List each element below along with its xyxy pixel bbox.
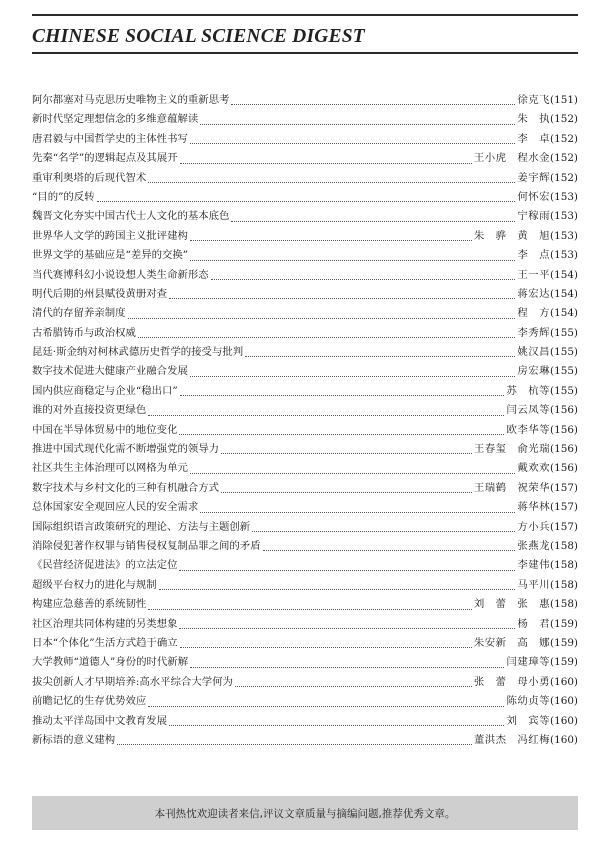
entry-page: (152) bbox=[550, 113, 578, 126]
entry-title: 构建应急慈善的系统韧性 bbox=[32, 598, 147, 611]
entry-title: 世界华人文学的跨国主义批评建构 bbox=[32, 229, 188, 242]
entry-page: (159) bbox=[550, 636, 578, 649]
entry-title: 国际组织语言政策研究的理论、方法与主题创新 bbox=[32, 520, 251, 533]
entry-page: (156) bbox=[550, 462, 578, 475]
toc-entry[interactable] bbox=[32, 110, 578, 129]
dot-leader bbox=[180, 163, 472, 164]
dot-leader bbox=[180, 647, 472, 648]
entry-title: 阿尔都塞对马克思历史唯物主义的重新思考 bbox=[32, 94, 230, 106]
entry-authors: 苏 杭等 bbox=[506, 384, 551, 397]
entry-title: 先秦“名学”的逻辑起点及其展开 bbox=[32, 152, 178, 165]
dot-leader bbox=[128, 318, 516, 319]
entry-page: (151) bbox=[550, 94, 578, 106]
entry-page: (154) bbox=[550, 307, 578, 320]
entry-page: (156) bbox=[550, 443, 578, 456]
entry-title: “目的”的反转 bbox=[32, 190, 95, 203]
entry-page: (154) bbox=[550, 268, 578, 281]
entry-title: 明代后期的州县赋役黄册对查 bbox=[32, 287, 168, 300]
dot-leader bbox=[245, 356, 515, 357]
entry-title: 国内供应商稳定与企业“稳出口” bbox=[32, 384, 178, 397]
dot-leader bbox=[190, 667, 504, 668]
dot-leader bbox=[221, 492, 472, 493]
entry-page: (157) bbox=[550, 481, 578, 494]
entry-page: (155) bbox=[550, 326, 578, 339]
entry-authors: 王小虎 程水金 bbox=[473, 152, 551, 165]
toc-entry[interactable] bbox=[32, 401, 578, 420]
entry-page: (160) bbox=[550, 714, 578, 727]
dot-leader bbox=[190, 260, 515, 261]
dot-leader bbox=[231, 104, 515, 105]
dot-leader bbox=[211, 279, 516, 280]
toc-entry[interactable] bbox=[32, 634, 578, 653]
entry-authors: 宁稼雨 bbox=[517, 210, 551, 223]
entry-title: 超级平台权力的进化与规制 bbox=[32, 578, 157, 591]
dot-leader bbox=[159, 589, 516, 590]
entry-page: (156) bbox=[550, 423, 578, 436]
dot-leader bbox=[231, 221, 515, 222]
entry-title: 重审利奥塔的后现代智术 bbox=[32, 171, 147, 184]
toc-entry[interactable] bbox=[32, 595, 578, 614]
entry-page: (158) bbox=[550, 598, 578, 611]
entry-page: (158) bbox=[550, 559, 578, 572]
entry-authors: 王春玺 俞光瑞 bbox=[473, 443, 551, 456]
entry-title: 昆廷·斯金纳对柯林武德历史哲学的接受与批判 bbox=[32, 346, 244, 359]
entry-title: 消除侵犯著作权罪与销售侵权复制品罪之间的矛盾 bbox=[32, 539, 261, 552]
dot-leader bbox=[190, 240, 472, 241]
dot-leader bbox=[148, 609, 472, 610]
entry-page: (160) bbox=[550, 675, 578, 688]
dot-leader bbox=[200, 512, 515, 513]
entry-title: 社区共生主体治理可以网格为单元 bbox=[32, 462, 188, 475]
entry-page: (160) bbox=[550, 733, 578, 746]
entry-title: 总体国家安全观回应人民的安全需求 bbox=[32, 501, 199, 514]
entry-authors: 董洪杰 冯红梅 bbox=[473, 733, 551, 746]
entry-authors: 程 方 bbox=[517, 307, 551, 320]
entry-title: 谁的对外直接投资更绿色 bbox=[32, 404, 147, 417]
entry-authors: 张燕龙 bbox=[517, 539, 551, 552]
dot-leader bbox=[190, 143, 516, 144]
toc-entry[interactable] bbox=[32, 227, 578, 246]
masthead bbox=[32, 14, 578, 54]
toc-entry[interactable] bbox=[32, 556, 578, 575]
entry-page: (157) bbox=[550, 520, 578, 533]
entry-title: 新时代坚定理想信念的多维意蕴解读 bbox=[32, 113, 199, 126]
entry-authors: 闫云凤等 bbox=[506, 404, 551, 417]
entry-title: 数字技术促进大健康产业融合发展 bbox=[32, 365, 188, 378]
footer-notice: 本刊热忱欢迎读者来信,评议文章质量与摘编问题,推荐优秀文章。 bbox=[154, 807, 456, 820]
entry-page: (156) bbox=[550, 404, 578, 417]
entry-title: 古希腊铸币与政治权威 bbox=[32, 326, 136, 339]
entry-page: (155) bbox=[550, 384, 578, 397]
entry-page: (155) bbox=[550, 346, 578, 359]
toc-entry[interactable] bbox=[32, 324, 578, 343]
entry-title: 新标语的意义建构 bbox=[32, 733, 116, 746]
entry-title: 《民营经济促进法》的立法定位 bbox=[32, 559, 178, 572]
entry-title: 当代赛博科幻小说设想人类生命新形态 bbox=[32, 268, 209, 281]
dot-leader bbox=[179, 628, 515, 629]
toc-entry[interactable] bbox=[32, 498, 578, 517]
toc-entry[interactable] bbox=[32, 673, 578, 692]
entry-page: (153) bbox=[550, 190, 578, 203]
entry-title: 清代的存留养亲制度 bbox=[32, 307, 126, 320]
entry-authors: 朱安新 高 娜 bbox=[473, 636, 551, 649]
entry-title: 中国在半导体贸易中的地位变化 bbox=[32, 423, 178, 436]
entry-authors: 杨 君 bbox=[517, 617, 551, 630]
entry-authors: 欧李华等 bbox=[506, 423, 551, 436]
toc-entry[interactable] bbox=[32, 169, 578, 188]
entry-title: 唐君毅与中国哲学史的主体性书写 bbox=[32, 132, 188, 145]
entry-page: (152) bbox=[550, 152, 578, 165]
entry-authors: 李建伟 bbox=[517, 559, 551, 572]
dot-leader bbox=[117, 744, 472, 745]
dot-leader bbox=[252, 531, 515, 532]
entry-authors: 姚汉昌 bbox=[517, 346, 551, 359]
entry-title: 世界文学的基础应是“差异的交换” bbox=[32, 249, 189, 262]
dot-leader bbox=[148, 182, 515, 183]
entry-title: 推动太平洋岛国中文教育发展 bbox=[32, 714, 168, 727]
dot-leader bbox=[97, 201, 516, 202]
entry-page: (159) bbox=[550, 656, 578, 669]
toc-entry[interactable] bbox=[32, 576, 578, 595]
toc-entry[interactable] bbox=[32, 421, 578, 440]
toc-entry[interactable] bbox=[32, 207, 578, 226]
toc-entry[interactable] bbox=[32, 188, 578, 207]
entry-authors: 王瑞鹤 祝荣华 bbox=[473, 481, 551, 494]
toc-entry[interactable] bbox=[32, 362, 578, 381]
entry-page: (159) bbox=[550, 617, 578, 630]
toc-entry[interactable] bbox=[32, 266, 578, 285]
entry-authors: 张 蕾 母小勇 bbox=[473, 675, 551, 688]
toc-entry[interactable] bbox=[32, 518, 578, 537]
entry-title: 日本“个体化”生活方式趋于确立 bbox=[32, 636, 178, 649]
entry-authors: 房宏琳 bbox=[517, 365, 551, 378]
entry-authors: 李秀辉 bbox=[517, 326, 551, 339]
dot-leader bbox=[263, 550, 516, 551]
entry-page: (153) bbox=[550, 249, 578, 262]
dot-leader bbox=[179, 570, 515, 571]
entry-page: (157) bbox=[550, 501, 578, 514]
entry-title: 推进中国式现代化需不断增强党的领导力 bbox=[32, 443, 220, 456]
journal-title: CHINESE SOCIAL SCIENCE DIGEST bbox=[32, 26, 365, 47]
entry-authors: 王一平 bbox=[517, 268, 551, 281]
entry-page: (155) bbox=[550, 365, 578, 378]
toc-entry[interactable] bbox=[32, 479, 578, 498]
entry-authors: 李 点 bbox=[517, 249, 551, 262]
entry-authors: 戴欢欢 bbox=[517, 462, 551, 475]
toc-entry[interactable] bbox=[32, 285, 578, 304]
entry-page: (153) bbox=[550, 229, 578, 242]
toc-entry[interactable] bbox=[32, 615, 578, 634]
dot-leader bbox=[148, 706, 504, 707]
entry-title: 魏晋文化夯实中国古代士人文化的基本底色 bbox=[32, 210, 230, 223]
entry-authors: 姜宇辉 bbox=[517, 171, 551, 184]
entry-title: 拔尖创新人才早期培养:高水平综合大学何为 bbox=[32, 675, 233, 688]
entry-authors: 刘 蕾 张 惠 bbox=[473, 598, 551, 611]
toc-entry[interactable] bbox=[32, 731, 578, 750]
entry-page: (160) bbox=[550, 695, 578, 708]
toc-entry[interactable] bbox=[32, 91, 578, 110]
entry-authors: 闫建璋等 bbox=[506, 656, 551, 669]
toc-entry[interactable] bbox=[32, 246, 578, 265]
toc-entry[interactable] bbox=[32, 712, 578, 731]
dot-leader bbox=[180, 395, 505, 396]
entry-authors: 朱 骅 黄 旭 bbox=[473, 229, 551, 242]
entry-title: 大学教师“道德人”身份的时代新解 bbox=[32, 656, 189, 669]
entry-title: 社区治理共同体构建的另类想象 bbox=[32, 617, 178, 630]
entry-page: (152) bbox=[550, 171, 578, 184]
toc-entry[interactable] bbox=[32, 343, 578, 362]
dot-leader bbox=[200, 124, 515, 125]
entry-authors: 蒋宏达 bbox=[517, 287, 551, 300]
footer-notice-bar bbox=[32, 796, 578, 830]
toc-entry[interactable] bbox=[32, 459, 578, 478]
entry-title: 数字技术与乡村文化的三种有机融合方式 bbox=[32, 481, 220, 494]
table-of-contents bbox=[32, 91, 578, 750]
dot-leader bbox=[221, 453, 472, 454]
toc-entry[interactable] bbox=[32, 149, 578, 168]
toc-entry[interactable] bbox=[32, 382, 578, 401]
entry-page: (158) bbox=[550, 578, 578, 591]
masthead-rule bbox=[32, 52, 578, 54]
entry-authors: 蒋华林 bbox=[517, 501, 551, 514]
entry-title: 前瞻记忆的生存优势效应 bbox=[32, 695, 147, 708]
toc-entry[interactable] bbox=[32, 440, 578, 459]
entry-authors: 何怀宏 bbox=[517, 190, 551, 203]
entry-authors: 方小兵 bbox=[517, 520, 551, 533]
entry-authors: 马平川 bbox=[517, 578, 551, 591]
entry-authors: 刘 宾等 bbox=[506, 714, 551, 727]
toc-entry[interactable] bbox=[32, 653, 578, 672]
dot-leader bbox=[190, 376, 516, 377]
dot-leader bbox=[148, 415, 504, 416]
dot-leader bbox=[179, 434, 504, 435]
entry-authors: 李 卓 bbox=[517, 132, 551, 145]
entry-authors: 陈幼贞等 bbox=[506, 695, 551, 708]
toc-entry[interactable] bbox=[32, 692, 578, 711]
entry-page: (152) bbox=[550, 132, 578, 145]
entry-page: (158) bbox=[550, 539, 578, 552]
dot-leader bbox=[138, 337, 515, 338]
entry-page: (153) bbox=[550, 210, 578, 223]
dot-leader bbox=[235, 686, 472, 687]
toc-entry[interactable] bbox=[32, 304, 578, 323]
toc-entry[interactable] bbox=[32, 537, 578, 556]
entry-authors: 朱 执 bbox=[517, 113, 551, 126]
toc-entry[interactable] bbox=[32, 130, 578, 149]
dot-leader bbox=[169, 298, 515, 299]
entry-authors: 徐克飞 bbox=[517, 94, 551, 106]
dot-leader bbox=[190, 473, 516, 474]
entry-page: (154) bbox=[550, 287, 578, 300]
dot-leader bbox=[169, 725, 504, 726]
